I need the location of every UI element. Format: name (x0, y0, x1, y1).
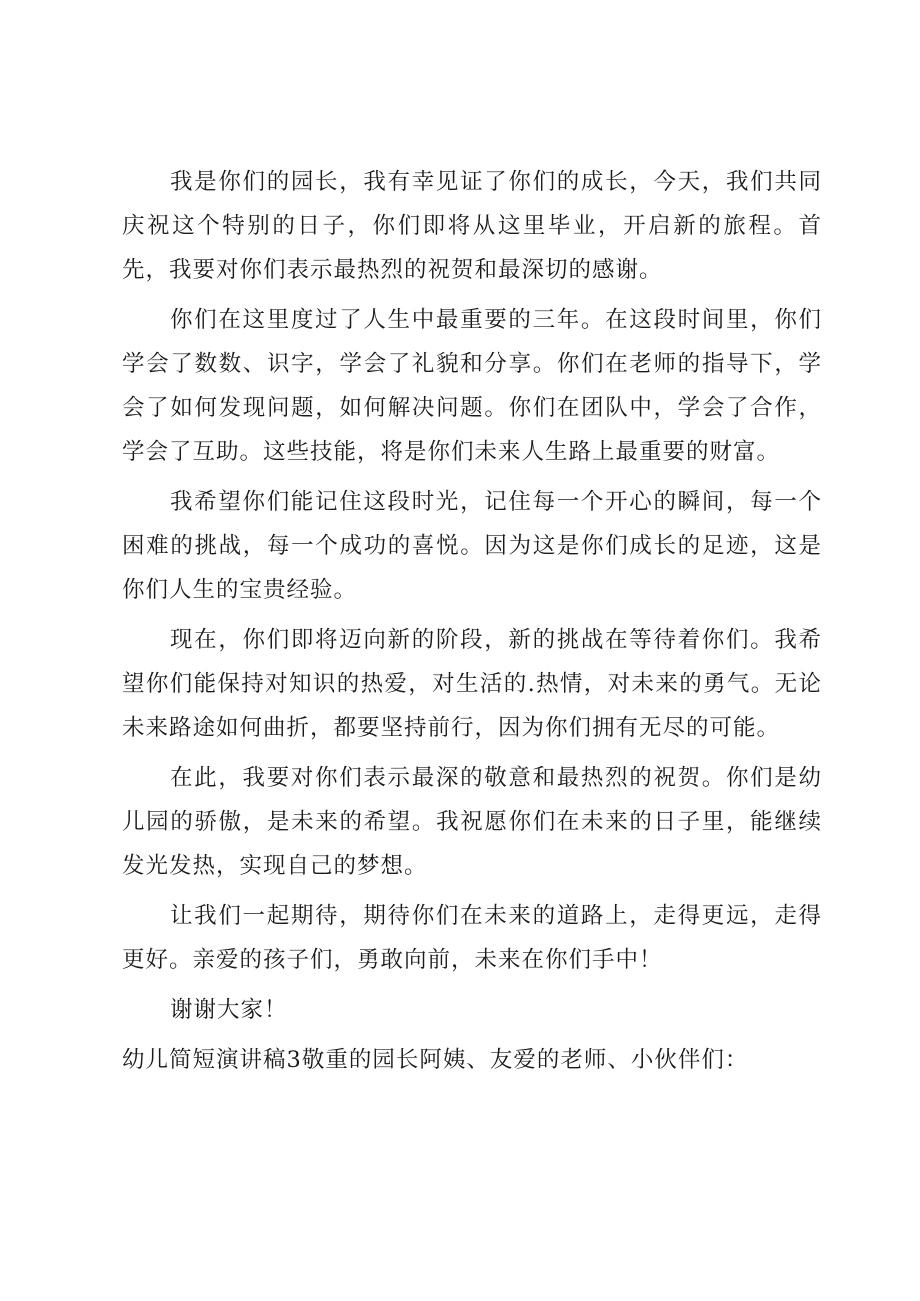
speech-heading-line: 幼儿简短演讲稿3敬重的园长阿姨、友爱的老师、小伙伴们： (122, 1047, 749, 1073)
paragraph-4: 现在，你们即将迈向新的阶段，新的挑战在等待着你们。我希望你们能保持对知识的热爱，对生活的.热情，对未来的勇气。无论未来路途如何曲折，都要坚持前行，因为你们拥有无尽的可能。 (122, 627, 822, 741)
paragraph-2: 你们在这里度过了人生中最重要的三年。在这段时间里，你们学会了数数、识字，学会了礼貌和分享。你们在老师的指导下，学会了如何发现问题，如何解决问题。你们在团队中，学会了合作，学会了互助。这些技能，将是你们未来人生路上最重要的财富。 (122, 307, 822, 465)
paragraph-1: 我是你们的园长，我有幸见证了你们的成长，今天，我们共同庆祝这个特别的日子，你们即将从这里毕业，开启新的旅程。首先，我要对你们表示最热烈的祝贺和最深切的感谢。 (122, 169, 822, 283)
paragraph-5: 在此，我要对你们表示最深的敬意和最热烈的祝贺。你们是幼儿园的骄傲，是未来的希望。我祝愿你们在未来的日子里，能继续发光发热，实现自己的梦想。 (122, 765, 822, 879)
paragraph-3: 我希望你们能记住这段时光，记住每一个开心的瞬间，每一个困难的挑战，每一个成功的喜悦。因为这是你们成长的足迹，这是你们人生的宝贵经验。 (122, 489, 822, 603)
document-body (122, 160, 822, 1088)
paragraph-7: 谢谢大家！ (170, 997, 288, 1023)
paragraph-6: 让我们一起期待，期待你们在未来的道路上，走得更远，走得更好。亲爱的孩子们，勇敢向前，未来在你们手中！ (122, 903, 822, 973)
